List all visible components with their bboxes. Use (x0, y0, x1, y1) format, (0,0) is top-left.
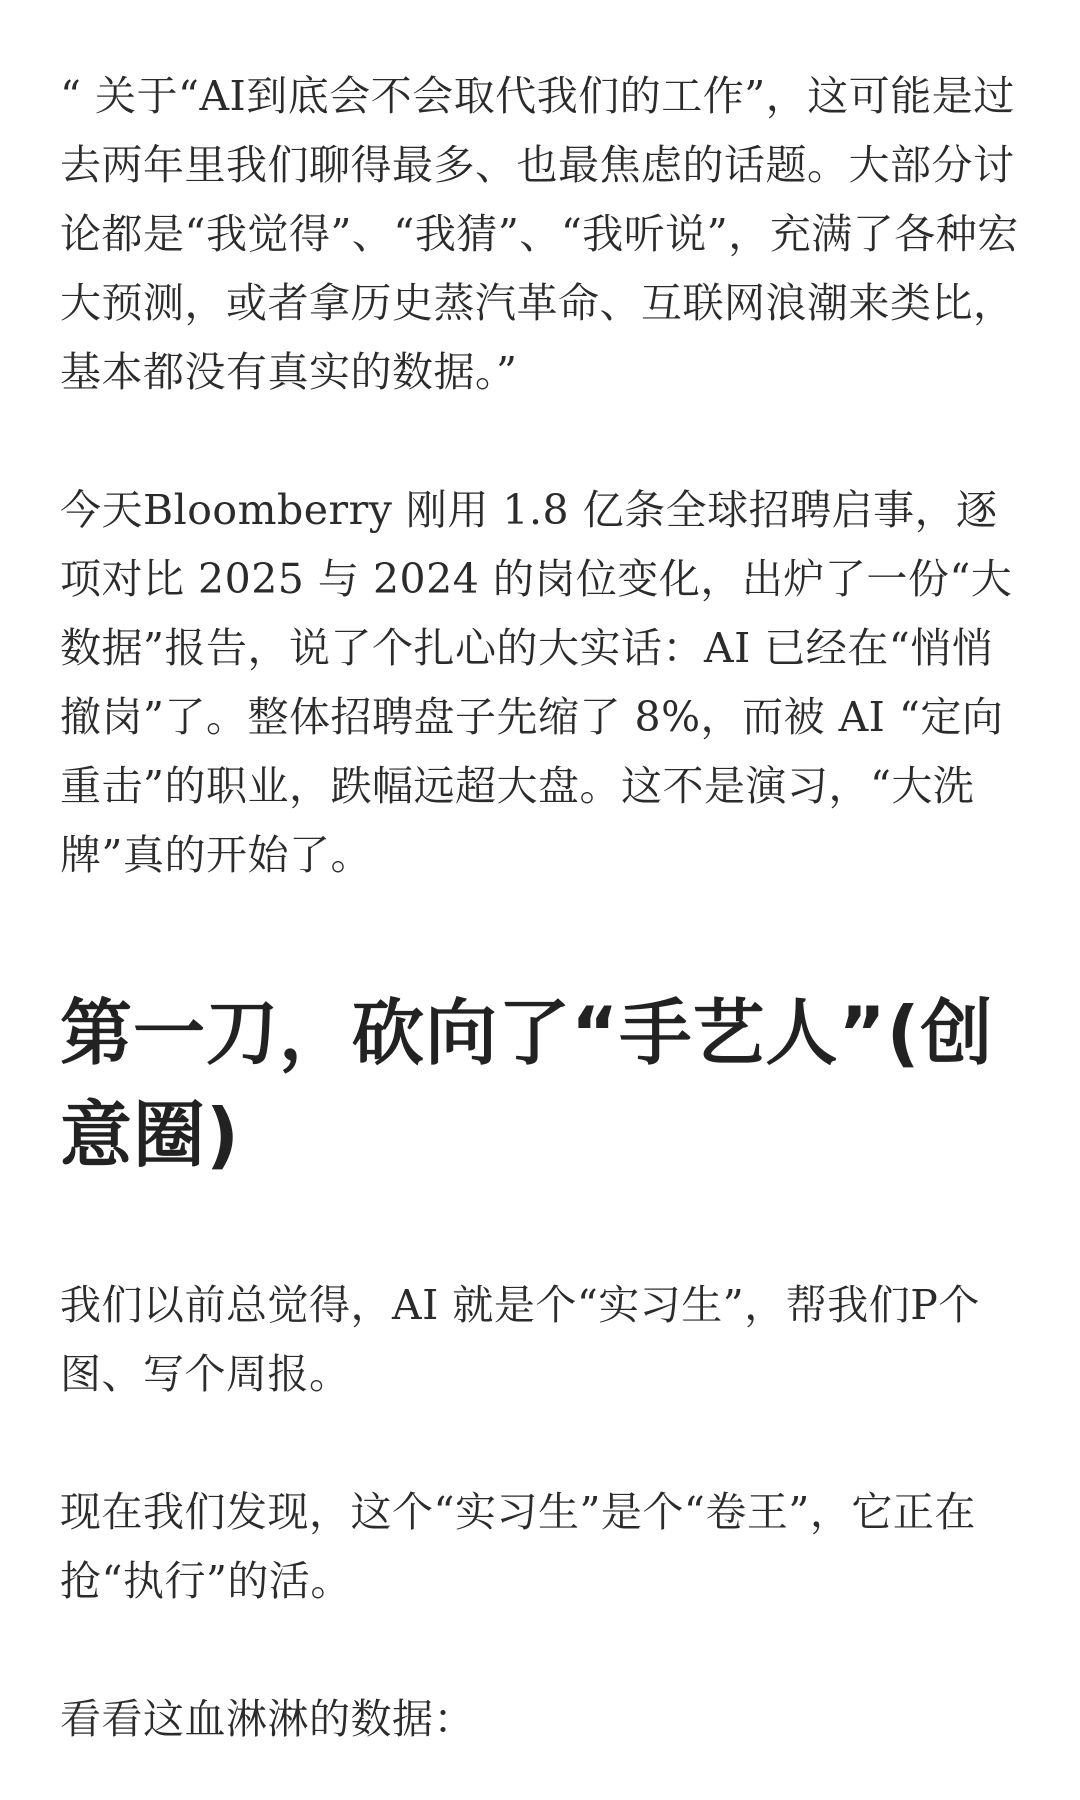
section-paragraph-data-lead: 看看这血淋淋的数据： (60, 1695, 475, 1743)
section-heading: 第一刀，砍向了“手艺人”(创意圈) (60, 991, 994, 1177)
section-paragraph-grinder: 现在我们发现，这个“实习生”是个“卷王”，它正在抢“执行”的活。 (60, 1488, 976, 1605)
section-paragraph-intern: 我们以前总觉得，AI 就是个“实习生”，帮我们P个图、写个周报。 (60, 1281, 980, 1398)
intro-quote-paragraph: “ 关于“AI到底会不会取代我们的工作”，这可能是过去两年里我们聊得最多、也最焦虑的话题。大部分讨论都是“我觉得”、“我猜”、“我听说”，充满了各种宏大预测，或者拿历史蒸汽革命、互联网浪潮来类比，基本都没有真实的数据。” (60, 72, 1019, 396)
report-summary-paragraph: 今天Bloomberry 刚用 1.8 亿条全球招聘启事，逐项对比 2025 与 2024 的岗位变化，出炉了一份“大数据”报告，说了个扎心的大实话：AI 已经在“悄悄撤岗”了。整体招聘盘子先缩了 8%，而被 AI “定向重击”的职业，跌幅远超大盘。这不是演习，“大洗牌”真的开始了。 (60, 486, 1013, 879)
